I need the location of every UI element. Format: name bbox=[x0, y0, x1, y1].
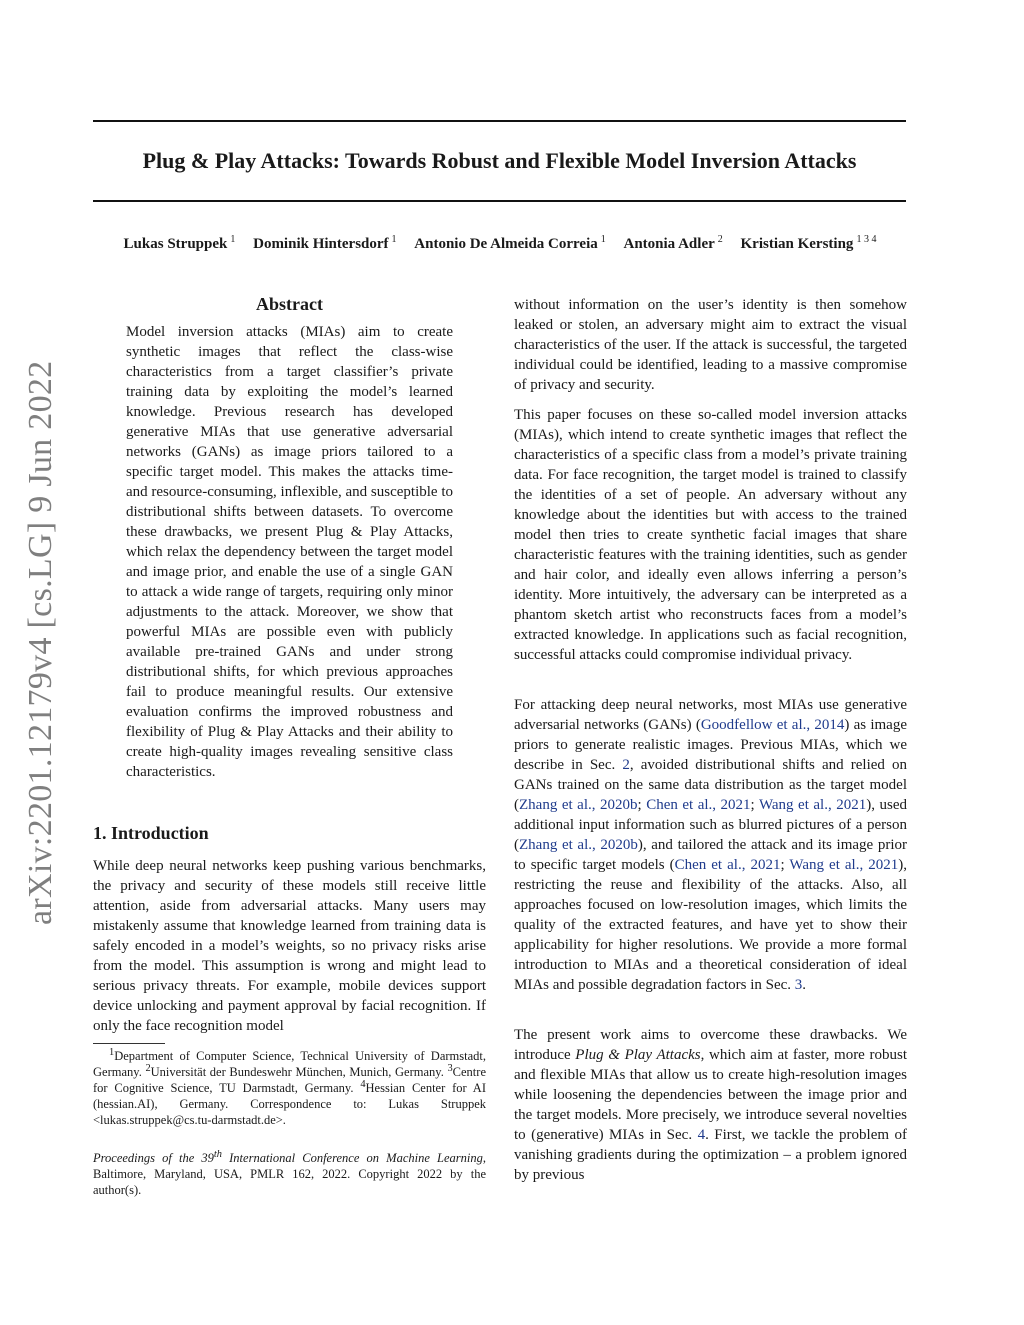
title-rule-top bbox=[93, 120, 906, 122]
paper-title: Plug & Play Attacks: Towards Robust and Flexible Model Inversion Attacks bbox=[142, 148, 857, 173]
citation-link[interactable]: Zhang et al., 2020b bbox=[519, 797, 638, 813]
right-paragraph: The present work aims to overcome these drawbacks. We introduce Plug & Play Attacks, which aim at faster, more robust and flexible MIAs that allow us to create high-resolution images while loosening the dependencies between the image prior and the target models. More precisely, we introduce several novelties to (generative) MIAs in Sec. 4. First, we tackle the problem of vanishing gradients during the optimization – a problem ignored by previous bbox=[514, 1027, 907, 1183]
right-paragraph: without information on the user’s identity is then somehow leaked or stolen, an adversary might aim to extract the visual characteristics of the user. If the attack is successful, the targeted individual could be identified, leading to a massive compromise of privacy and security. bbox=[514, 297, 907, 393]
section-ref-link[interactable]: 2 bbox=[622, 757, 630, 773]
author: Antonio De Almeida Correia $^1$ bbox=[414, 234, 606, 252]
author: Lukas Struppek $^1$ bbox=[123, 234, 236, 252]
author: Dominik Hintersdorf $^1$ bbox=[253, 234, 397, 252]
citation-link[interactable]: Zhang et al., 2020b bbox=[519, 837, 638, 853]
author: Kristian Kersting $^{1 3 4}$ bbox=[740, 234, 877, 252]
footnote-divider bbox=[93, 1043, 165, 1044]
section-heading-introduction: 1. Introduction bbox=[93, 823, 209, 843]
method-name: Plug & Play Attacks bbox=[575, 1047, 701, 1063]
abstract-body: Model inversion attacks (MIAs) aim to create synthetic images that reflect the class-wise characteristics from a target classifier’s private training data by exploiting the model’s learned knowledge. Previous research has developed generative MIAs that use generative adversarial networks (GANs) as image priors tailored to a specific target model. This makes the attacks time- and resource-consuming, inflexible, and susceptible to distributional shifts between datasets. To overcome these drawbacks, we present Plug & Play Attacks, which relax the dependency between the target model and image prior, and enable the use of a single GAN to attack a wide range of targets, requiring only minor adjustments to the attack. Moreover, we show that powerful MIAs are possible even with publicly available pre-trained GANs and under strong distributional shifts, for which previous approaches fail to produce meaningful results. Our extensive evaluation confirms the improved robustness and flexibility of Plug & Play Attacks and their ability to create high-quality images revealing sensitive class characteristics. bbox=[126, 324, 453, 780]
proceedings-note: Proceedings of the 39th International Conference on Machine Learning, Baltimore, Maryland, USA, PMLR 162, 2022. Copyright 2022 by the author(s). bbox=[93, 1148, 486, 1197]
arxiv-stamp: arXiv:2201.12179v4 [cs.LG] 9 Jun 2022 bbox=[22, 360, 59, 925]
section-ref-link[interactable]: 3 bbox=[794, 977, 803, 993]
section-ref-link[interactable]: 4 bbox=[697, 1127, 706, 1143]
author-list bbox=[60, 236, 940, 253]
right-paragraph: This paper focuses on these so-called model inversion attacks (MIAs), which intend to create synthetic images that reflect the characteristics of a specific class from a model’s private training data. For face recognition, the target model is trained to classify the identities of a set of people. An adversary without any knowledge about the identities but with access to the trained model then tries to create synthetic facial images that share characteristic features with the training identities, such as gender and hair color, and ideally even allows inferring a person’s identity. More intuitively, the adversary can be interpreted as a phantom sketch artist who reconstructs faces from a model’s extracted knowledge. In applications such as facial recognition, successful attacks could compromise individual privacy. bbox=[514, 407, 907, 663]
introduction-paragraph: While deep neural networks keep pushing various benchmarks, the privacy and security of these models still receive little attention, aside from adversarial attacks. Many users may mistakenly assume that knowledge learned from training data is safely encoded in a model’s weights, so no privacy risks arise from the model. This assumption is wrong and might lead to serious privacy threats. For example, mobile devices support device unlocking and payment approval by facial recognition. If only the face recognition model bbox=[93, 858, 486, 1034]
citation-link[interactable]: Goodfellow et al., 2014 bbox=[700, 717, 845, 733]
citation-link[interactable]: Chen et al., 2021 bbox=[674, 857, 781, 873]
affiliation-footnote: $^1$Department of Computer Science, Technical University of Darmstadt, Germany. $^2$Universität der Bundeswehr München, Munich, Germany. $^3$Centre for Cognitive Science, TU Darmstadt, Germany. $^4$Hessian Center for AI (hessian.AI), Germany. Correspondence to: Lukas Struppek <lukas.struppek@cs.tu-darmstadt.de>. bbox=[93, 1046, 486, 1127]
citation-link[interactable]: Wang et al., 2021 bbox=[789, 857, 899, 873]
right-paragraph: For attacking deep neural networks, most MIAs use generative adversarial networks (GANs) (Goodfellow et al., 2014) as image priors to generate realistic images. Previous MIAs, which we describe in Sec. 2, avoided distributional shifts and relied on GANs trained on the same data distribution as the target model (Zhang et al., 2020b; Chen et al., 2021; Wang et al., 2021), used additional input information such as blurred pictures of a person (Zhang et al., 2020b), and tailored the attack and its image prior to specific target models (Chen et al., 2021; Wang et al., 2021), restricting the reuse and flexibility of the attacks. Also, all approaches focused on low-resolution images, which limits the quality of the extracted features, and have yet to show their applicability for higher resolutions. We provide a more formal introduction to MIAs and a theoretical consideration of ideal MIAs and possible degradation factors in Sec. 3. bbox=[514, 697, 907, 993]
citation-link[interactable]: Chen et al., 2021 bbox=[646, 797, 751, 813]
title-rule-bottom bbox=[93, 200, 906, 202]
author: Antonia Adler $^2$ bbox=[623, 234, 723, 252]
citation-link[interactable]: Wang et al., 2021 bbox=[758, 797, 867, 813]
abstract-heading: Abstract bbox=[256, 294, 323, 314]
